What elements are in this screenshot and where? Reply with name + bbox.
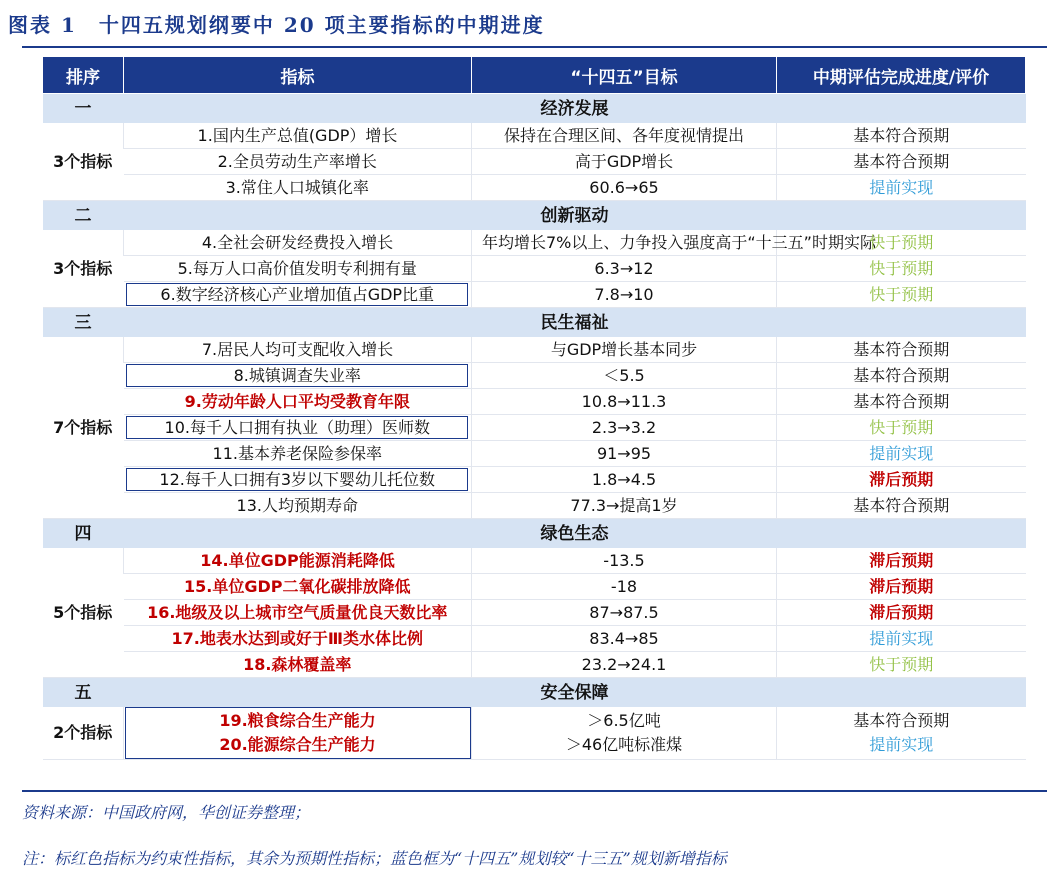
target-cell: 2.3→3.2 [472, 415, 777, 441]
new-indicator-box: 6.数字经济核心产业增加值占GDP比重 [126, 283, 468, 306]
status-cell: 滞后预期 [777, 600, 1026, 626]
target-cell: 与GDP增长基本同步 [472, 337, 777, 363]
table-row [43, 652, 1026, 678]
target-text: ＞46亿吨标准煤 [565, 735, 683, 754]
target-cell: 10.8→11.3 [472, 389, 777, 415]
indicator-cell: 16.地级及以上城市空气质量优良天数比率 [124, 600, 472, 626]
indicator-table [42, 56, 1026, 760]
indicator-cell [124, 467, 472, 493]
title-rule [22, 46, 1047, 48]
figure-title: 图表 1 十四五规划纲要中 20 项主要指标的中期进度 [8, 13, 545, 37]
category-name: 创新驱动 [124, 201, 1026, 231]
status-cell: 滞后预期 [777, 548, 1026, 574]
category-number: 一 [43, 94, 124, 124]
status-cell: 提前实现 [777, 441, 1026, 467]
status-cell: 提前实现 [777, 626, 1026, 652]
table-row [43, 282, 1026, 308]
status-cell: 滞后预期 [777, 467, 1026, 493]
indicator-cell: 18.森林覆盖率 [124, 652, 472, 678]
target-cell: 高于GDP增长 [472, 149, 777, 175]
status-cell [777, 707, 1026, 760]
indicator-cell: 5.每万人口高价值发明专利拥有量 [124, 256, 472, 282]
table-row [43, 626, 1026, 652]
status-cell: 基本符合预期 [777, 389, 1026, 415]
target-text: ＞6.5亿吨 [587, 711, 661, 730]
status-cell: 快于预期 [777, 282, 1026, 308]
category-number: 三 [43, 308, 124, 338]
target-cell: -18 [472, 574, 777, 600]
category-name: 安全保障 [124, 678, 1026, 708]
category-row [43, 201, 1026, 231]
target-cell [472, 707, 777, 760]
indicator-cell: 9.劳动年龄人口平均受教育年限 [124, 389, 472, 415]
category-row [43, 519, 1026, 549]
table-row [43, 707, 1026, 760]
target-cell: 7.8→10 [472, 282, 777, 308]
status-cell: 基本符合预期 [777, 493, 1026, 519]
indicator-cell [124, 415, 472, 441]
indicator-text: 19.粮食综合生产能力 [219, 711, 376, 730]
status-text: 提前实现 [869, 735, 934, 754]
table-row [43, 149, 1026, 175]
table-row [43, 363, 1026, 389]
indicator-text: 20.能源综合生产能力 [219, 735, 376, 754]
target-cell: -13.5 [472, 548, 777, 574]
target-cell: 1.8→4.5 [472, 467, 777, 493]
indicator-cell: 15.单位GDP二氧化碳排放降低 [124, 574, 472, 600]
indicator-cell: 3.常住人口城镇化率 [124, 175, 472, 201]
table-row [43, 256, 1026, 282]
table-row [43, 123, 1026, 149]
group-count: 3个指标 [43, 123, 124, 201]
header-rank: 排序 [43, 57, 124, 94]
target-cell: 60.6→65 [472, 175, 777, 201]
category-name: 经济发展 [124, 94, 1026, 124]
indicator-cell: 7.居民人均可支配收入增长 [124, 337, 472, 363]
indicator-cell [124, 363, 472, 389]
status-cell: 基本符合预期 [777, 363, 1026, 389]
indicator-cell [124, 282, 472, 308]
indicator-cell: 11.基本养老保险参保率 [124, 441, 472, 467]
status-cell: 快于预期 [777, 230, 1026, 256]
target-cell: ＜5.5 [472, 363, 777, 389]
status-cell: 基本符合预期 [777, 149, 1026, 175]
table-row [43, 548, 1026, 574]
category-number: 四 [43, 519, 124, 549]
status-cell: 基本符合预期 [777, 123, 1026, 149]
table-row [43, 230, 1026, 256]
new-indicator-box [125, 707, 471, 759]
target-cell: 83.4→85 [472, 626, 777, 652]
target-cell: 91→95 [472, 441, 777, 467]
table-row [43, 441, 1026, 467]
category-row [43, 94, 1026, 124]
target-cell: 6.3→12 [472, 256, 777, 282]
header-target: “十四五”目标 [472, 57, 777, 94]
category-row [43, 308, 1026, 338]
table-row [43, 574, 1026, 600]
category-number: 五 [43, 678, 124, 708]
target-cell: 年均增长7%以上、力争投入强度高于“十三五”时期实际 [472, 230, 777, 256]
indicator-cell: 13.人均预期寿命 [124, 493, 472, 519]
footnote: 注：标红色指标为约束性指标，其余为预期性指标；蓝色框为“十四五”规划较“十三五”规划新增指标 [22, 849, 727, 868]
table-row [43, 389, 1026, 415]
status-cell: 基本符合预期 [777, 337, 1026, 363]
status-cell: 快于预期 [777, 652, 1026, 678]
table-row [43, 600, 1026, 626]
status-cell: 提前实现 [777, 175, 1026, 201]
bottom-rule [22, 790, 1047, 792]
indicator-cell: 2.全员劳动生产率增长 [124, 149, 472, 175]
table-row [43, 175, 1026, 201]
indicator-cell: 14.单位GDP能源消耗降低 [124, 548, 472, 574]
header-indicator: 指标 [124, 57, 472, 94]
header-progress: 中期评估完成进度/评价 [777, 57, 1026, 94]
group-count: 2个指标 [43, 707, 124, 760]
category-row [43, 678, 1026, 708]
group-count: 7个指标 [43, 337, 124, 519]
target-cell: 77.3→提高1岁 [472, 493, 777, 519]
status-text: 基本符合预期 [853, 711, 950, 730]
table-header-row [43, 57, 1026, 94]
status-cell: 快于预期 [777, 256, 1026, 282]
status-cell: 滞后预期 [777, 574, 1026, 600]
indicator-cell: 17.地表水达到或好于Ⅲ类水体比例 [124, 626, 472, 652]
group-count: 5个指标 [43, 548, 124, 678]
new-indicator-box: 12.每千人口拥有3岁以下婴幼儿托位数 [126, 468, 468, 491]
table-row [43, 467, 1026, 493]
new-indicator-box: 8.城镇调查失业率 [126, 364, 468, 387]
table-row [43, 337, 1026, 363]
category-name: 民生福祉 [124, 308, 1026, 338]
table-row [43, 415, 1026, 441]
status-cell: 快于预期 [777, 415, 1026, 441]
new-indicator-box: 10.每千人口拥有执业（助理）医师数 [126, 416, 468, 439]
indicator-cell: 1.国内生产总值(GDP）增长 [124, 123, 472, 149]
group-count: 3个指标 [43, 230, 124, 308]
category-number: 二 [43, 201, 124, 231]
target-cell: 23.2→24.1 [472, 652, 777, 678]
target-cell: 保持在合理区间、各年度视情提出 [472, 123, 777, 149]
source-note: 资料来源：中国政府网，华创证券整理； [22, 803, 311, 822]
target-cell: 87→87.5 [472, 600, 777, 626]
indicator-cell: 4.全社会研发经费投入增长 [124, 230, 472, 256]
category-name: 绿色生态 [124, 519, 1026, 549]
indicator-cell [124, 707, 472, 760]
table-row [43, 493, 1026, 519]
